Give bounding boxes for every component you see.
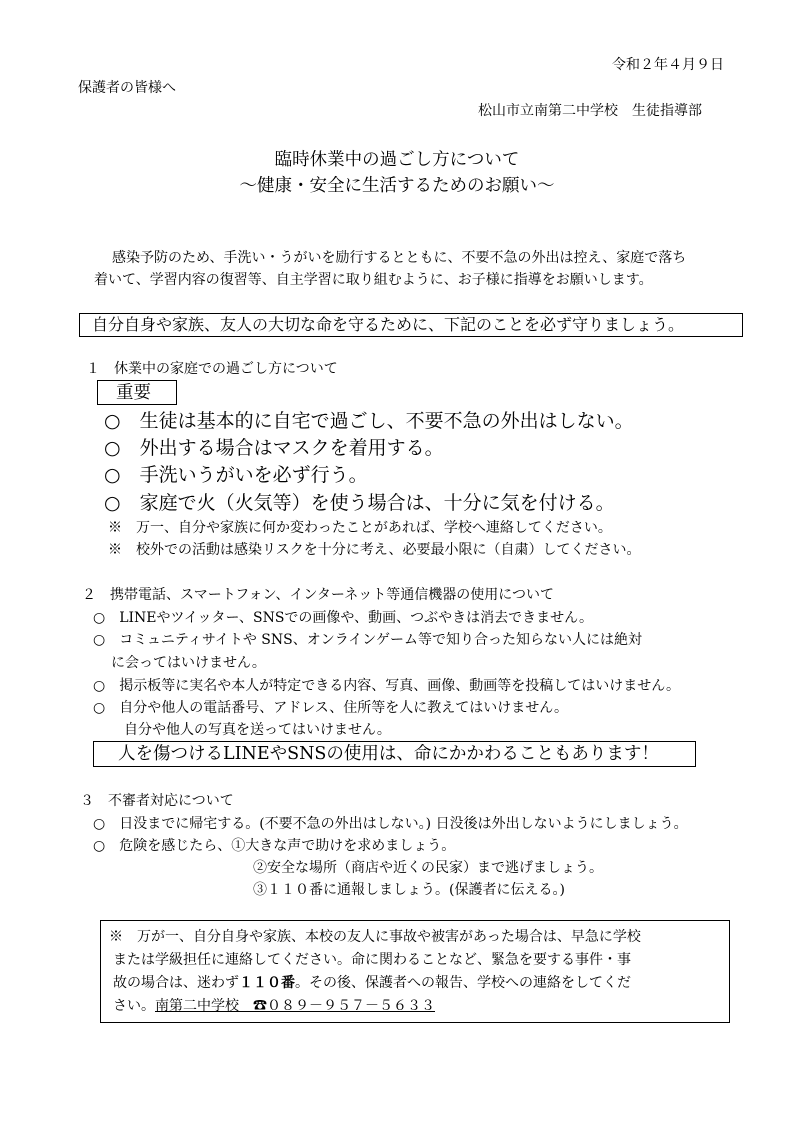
warning-box: [93, 741, 696, 767]
notice-line3-pre: 故の場合は、迷わず: [113, 975, 239, 991]
rule-box: [79, 313, 743, 337]
section1-item: ○ 外出する場合はマスクを着用する。: [104, 437, 444, 459]
section1-note: ※ 校外での活動は感染リスクを十分に考え、必要最小限に（自粛）してください。: [108, 542, 641, 558]
title-line2: ～健康・安全に生活するためのお願い～: [239, 176, 555, 196]
section2-heading: ２ 携帯電話、スマートフォン、インターネット等通信機器の使用について: [82, 587, 554, 603]
section3-line: ③１１０番に通報しましょう。(保護者に伝える。): [253, 882, 565, 898]
notice-line3: [113, 973, 631, 993]
sender: 松山市立南第二中学校 生徒指導部: [478, 103, 702, 119]
school-phone: ☎０８９－９５７－５６３３: [253, 998, 435, 1014]
warning-text: 人を傷つけるLINEやSNSの使用は、命にかかわることもあります！: [118, 744, 659, 764]
section2-line: ○ LINEやツイッター、SNSでの画像や、動画、つぶやきは消去できません。: [93, 610, 593, 626]
notice-line4-pre: さい。: [113, 998, 155, 1014]
recipient: 保護者の皆様へ: [78, 80, 176, 96]
section1-item: ○ 生徒は基本的に自宅で過ごし、不要不急の外出はしない。: [104, 410, 634, 432]
section1-note: ※ 万一、自分や家族に何か変わったことがあれば、学校へ連絡してください。: [108, 520, 612, 536]
notice-line1: ※ 万が一、自分自身や家族、本校の友人に事故や被害があった場合は、早急に学校: [109, 929, 641, 945]
section2-line: ○ 自分や他人の電話番号、アドレス、住所等を人に教えてはいけません。: [93, 700, 569, 716]
section1-item: ○ 手洗いうがいを必ず行う。: [104, 464, 368, 486]
notice-gap: [239, 998, 253, 1014]
section3-line: ○ 危険を感じたら、①大きな声で助けを求めましょう。: [93, 838, 456, 854]
important-tag: [97, 380, 177, 405]
section1-item: ○ 家庭で火（火気等）を使う場合は、十分に気を付ける。: [104, 492, 615, 514]
emergency-notice-box: [100, 920, 730, 1023]
section2-line: に会ってはいけません。: [111, 655, 266, 671]
section2-line: ○ コミュニティサイトや SNS、オンラインゲーム等で知り合った知らない人には絶対: [93, 632, 643, 648]
section3-heading: ３ 不審者対応について: [80, 793, 234, 809]
notice-line4: [113, 996, 435, 1016]
section2-line: ○ 掲示板等に実名や本人が特定できる内容、写真、画像、動画等を投稿してはいけません。: [93, 678, 681, 694]
rule-box-text: 自分自身や家族、友人の大切な命を守るために、下記のことを必ず守りましょう。: [92, 315, 685, 334]
section3-line: ②安全な場所（商店や近くの民家）まで逃げましょう。: [253, 860, 603, 876]
notice-line2: または学級担任に連絡してください。命に関わることなど、緊急を要する事件・事: [113, 952, 631, 968]
important-tag-label: 重要: [116, 383, 151, 403]
section3-line: ○ 日没までに帰宅する。(不要不急の外出はしない。) 日没後は外出しないようにしましょう。: [93, 816, 688, 832]
notice-line3-post: 。その後、保護者への報告、学校への連絡をしてくだ: [295, 975, 631, 991]
emergency-number: １１０番: [239, 975, 295, 991]
title-line1: 臨時休業中の過ごし方について: [274, 150, 520, 170]
section1-heading: １ 休業中の家庭での過ごし方について: [86, 361, 338, 377]
section2-line: 自分や他人の写真を送ってはいけません。: [124, 722, 391, 738]
document-date: 令和２年４月９日: [612, 57, 724, 73]
school-name: 南第二中学校: [155, 998, 239, 1014]
intro-line2: 着いて、学習内容の復習等、自主学習に取り組むように、お子様に指導をお願いします。: [94, 272, 653, 288]
intro-line1: 感染予防のため、手洗い・うがいを励行するとともに、不要不急の外出は控え、家庭で落ち: [112, 250, 687, 266]
